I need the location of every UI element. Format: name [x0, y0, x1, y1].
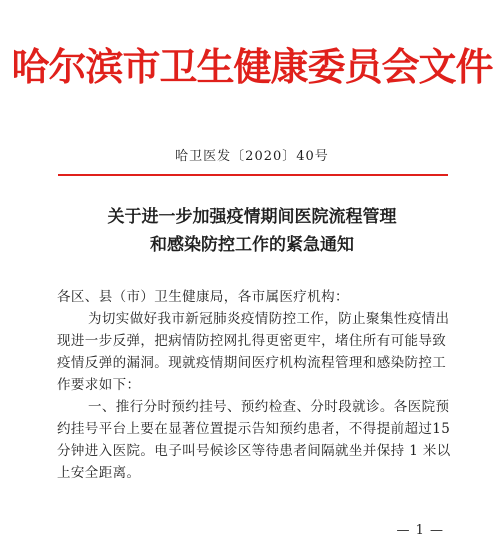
intro-line-2: 现进一步反弹，把病情防控网扎得更密更牢，堵住所有可能导致	[57, 333, 447, 349]
salutation: 各区、县（市）卫生健康局，各市属医疗机构：	[57, 289, 349, 305]
item1-line-4: 上安全距离。	[57, 465, 141, 481]
intro-line-1: 为切实做好我市新冠肺炎疫情防控工作，防止聚集性疫情出	[88, 311, 450, 327]
masthead-title: 哈尔滨市卫生健康委员会文件	[11, 44, 493, 89]
notice-title-line-1: 关于进一步加强疫情期间医院流程管理	[107, 207, 397, 227]
item1-line-3: 分钟进入医院。电子叫号候诊区等待患者间隔就坐并保持 1 米以	[57, 443, 451, 459]
notice-title-line-2: 和感染防控工作的紧急通知	[150, 235, 354, 255]
intro-line-4: 作要求如下：	[57, 377, 141, 393]
item1-line-1: 一、推行分时预约挂号、预约检查、分时段就诊。各医院预	[88, 399, 450, 415]
intro-line-3: 疫情反弹的漏洞。现就疫情期间医疗机构流程管理和感染防控工	[57, 355, 447, 371]
item1-line-2: 约挂号平台上要在显著位置提示告知预约患者，不得提前超过15	[57, 421, 451, 437]
red-separator-line	[58, 174, 448, 176]
page-number: — 1 —	[396, 523, 444, 538]
document-number: 哈卫医发〔2020〕40号	[175, 149, 329, 164]
